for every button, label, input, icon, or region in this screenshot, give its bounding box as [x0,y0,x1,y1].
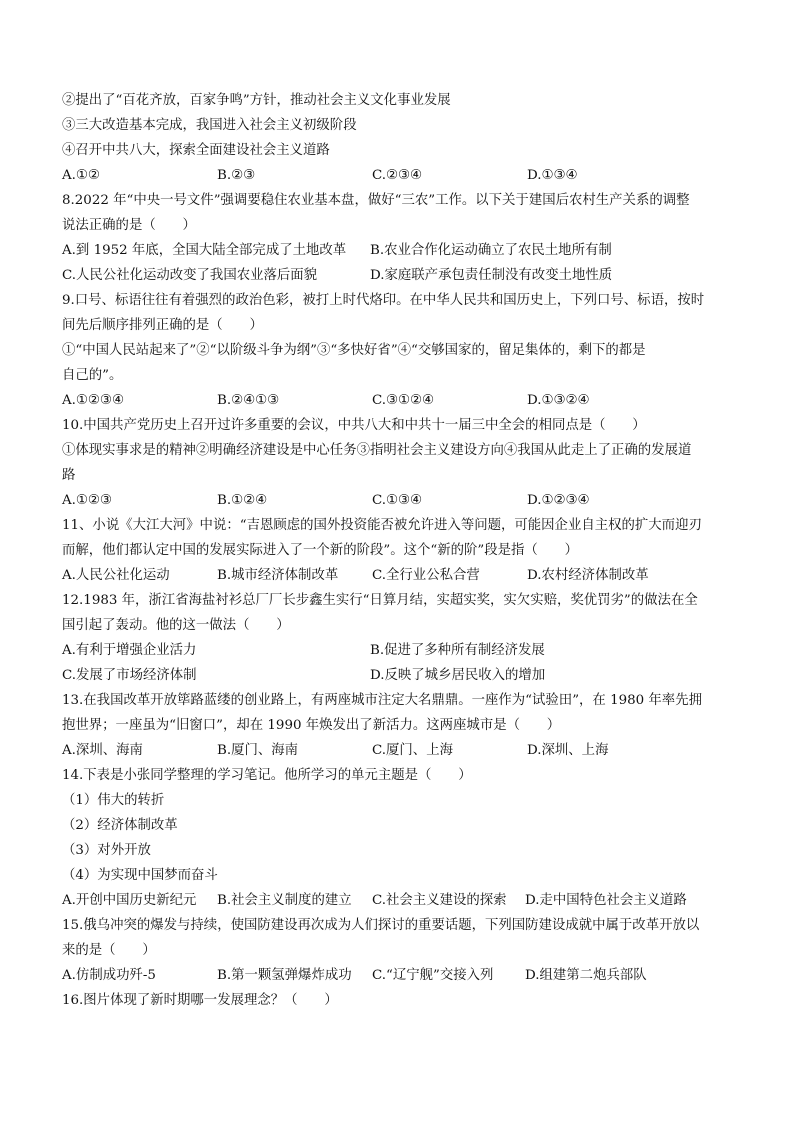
q14-stem: 14.下表是小张同学整理的学习笔记。他所学习的单元主题是（ ） [62,768,472,783]
q8-option-d: D.家庭联产承包责任制没有改变土地性质 [370,268,613,283]
q10-items-line-1: ①体现实事求是的精神②明确经济建设是中心任务③指明社会主义建设方向④我国从此走上了正确的发展道 [62,443,692,458]
q14-note-3: （3）对外开放 [62,843,151,858]
q7-item-4: ④召开中共八大，探索全面建设社会主义道路 [62,143,330,158]
q15-option-a: A.仿制成功歼-5 [62,968,156,983]
q14-note-2: （2）经济体制改革 [62,818,178,833]
q13-stem-line-1: 13.在我国改革开放筚路蓝缕的创业路上，有两座城市注定大名鼎鼎。一座作为“试验田”，在 1980 年率先拥 [62,693,702,708]
q10-option-c: C.①③④ [372,493,423,508]
q11-option-c: C.全行业公私合营 [372,568,480,583]
q12-stem-line-1: 12.1983 年，浙江省海盐衬衫总厂厂长步鑫生实行“日算月结，实超实奖，实欠实赔，奖优罚劣”的做法在全 [62,593,698,608]
q12-options-row-2 [62,663,752,688]
q12-option-b: B.促进了多种所有制经济发展 [370,643,545,658]
q13-option-c: C.厦门、上海 [372,743,453,758]
q7-option-a: A.①② [62,168,100,183]
q15-stem-line-2: 来的是（ ） [62,943,156,958]
q14-option-c: C.社会主义建设的探索 [372,893,507,908]
q14-option-d: D.走中国特色社会主义道路 [525,893,687,908]
q7-option-d: D.①③④ [527,168,578,183]
q11-option-a: A.人民公社化运动 [62,568,170,583]
q9-option-c: C.③①②④ [372,393,435,408]
q8-options-row-2 [62,263,752,288]
q15-option-c: C.“辽宁舰”交接入列 [372,968,494,983]
q10-option-d: D.①②③④ [527,493,590,508]
q8-options-row-1 [62,238,752,263]
q11-options [62,563,752,588]
q10-items-line-2: 路 [62,468,76,483]
q9-option-b: B.②④①③ [217,393,280,408]
q8-option-c: C.人民公社化运动改变了我国农业落后面貌 [62,268,318,283]
q13-option-a: A.深圳、海南 [62,743,143,758]
q9-stem-line-2: 间先后顺序排列正确的是（ ） [62,318,263,333]
q11-stem-line-2: 而解，他们都认定中国的发展实际进入了一个新的阶段”。这个“新的阶”段是指（ ） [62,543,578,558]
q15-option-d: D.组建第二炮兵部队 [525,968,647,983]
q8-option-b: B.农业合作化运动确立了农民土地所有制 [370,243,612,258]
q14-option-a: A.开创中国历史新纪元 [62,893,197,908]
q13-option-d: D.深圳、上海 [527,743,609,758]
q13-options [62,738,752,763]
q7-item-3: ③三大改造基本完成，我国进入社会主义初级阶段 [62,118,357,133]
q7-option-b: B.②③ [217,168,256,183]
q9-options [62,388,752,413]
q12-option-c: C.发展了市场经济体制 [62,668,197,683]
q9-items-line-1: ①“中国人民站起来了”②“以阶级斗争为纲”③“多快好省”④“交够国家的，留足集体的，剩下的都是 [62,343,646,358]
exam-page [62,88,752,1013]
q11-option-d: D.农村经济体制改革 [527,568,649,583]
q8-stem-line-1: 8.2022 年“中央一号文件”强调要稳住农业基本盘，做好“三农”工作。以下关于建国后农村生产关系的调整 [62,193,690,208]
q14-note-4: （4）为实现中国梦而奋斗 [62,868,218,883]
q9-items-line-2: 自己的”。 [62,368,123,383]
q11-option-b: B.城市经济体制改革 [217,568,339,583]
q13-option-b: B.厦门、海南 [217,743,299,758]
q7-options [62,163,752,188]
q11-stem-line-1: 11、小说《大江大河》中说：“吉恩顾虑的国外投资能否被允许进入等问题，可能因企业自主权的扩大而迎刃 [62,518,702,533]
q14-options [62,888,752,913]
q9-stem-line-1: 9.口号、标语往往有着强烈的政治色彩，被打上时代烙印。在中华人民共和国历史上，下列口号、标语，按时 [62,293,705,308]
q10-options [62,488,752,513]
q9-option-a: A.①②③④ [62,393,124,408]
q12-stem-line-2: 国引起了轰动。他的这一做法（ ） [62,618,290,633]
q13-stem-line-2: 抱世界；一座虽为“旧窗口”，却在 1990 年焕发出了新活力。这两座城市是（ ） [62,718,561,733]
q12-option-a: A.有利于增强企业活力 [62,643,197,658]
q8-stem-line-2: 说法正确的是（ ） [62,218,196,233]
q14-note-1: （1）伟大的转折 [62,793,165,808]
q7-item-2: ②提出了“百花齐放，百家争鸣”方针，推动社会主义文化事业发展 [62,93,451,108]
q10-stem: 10.中国共产党历史上召开过许多重要的会议，中共八大和中共十一届三中全会的相同点是（ ） [62,418,646,433]
q7-option-c: C.②③④ [372,168,423,183]
q12-option-d: D.反映了城乡居民收入的增加 [370,668,546,683]
q15-stem-line-1: 15.俄乌冲突的爆发与持续，使国防建设再次成为人们探讨的重要话题，下列国防建设成就中属于改革开放以 [62,918,700,933]
q8-option-a: A.到 1952 年底，全国大陆全部完成了土地改革 [62,243,347,258]
q12-options-row-1 [62,638,752,663]
q15-option-b: B.第一颗氢弹爆炸成功 [217,968,352,983]
q15-options [62,963,752,988]
q9-option-d: D.①③②④ [527,393,590,408]
q16-stem: 16.图片体现了新时期哪一发展理念？（ ） [62,993,338,1008]
q14-option-b: B.社会主义制度的建立 [217,893,352,908]
q10-option-b: B.①②④ [217,493,268,508]
q10-option-a: A.①②③ [62,493,112,508]
